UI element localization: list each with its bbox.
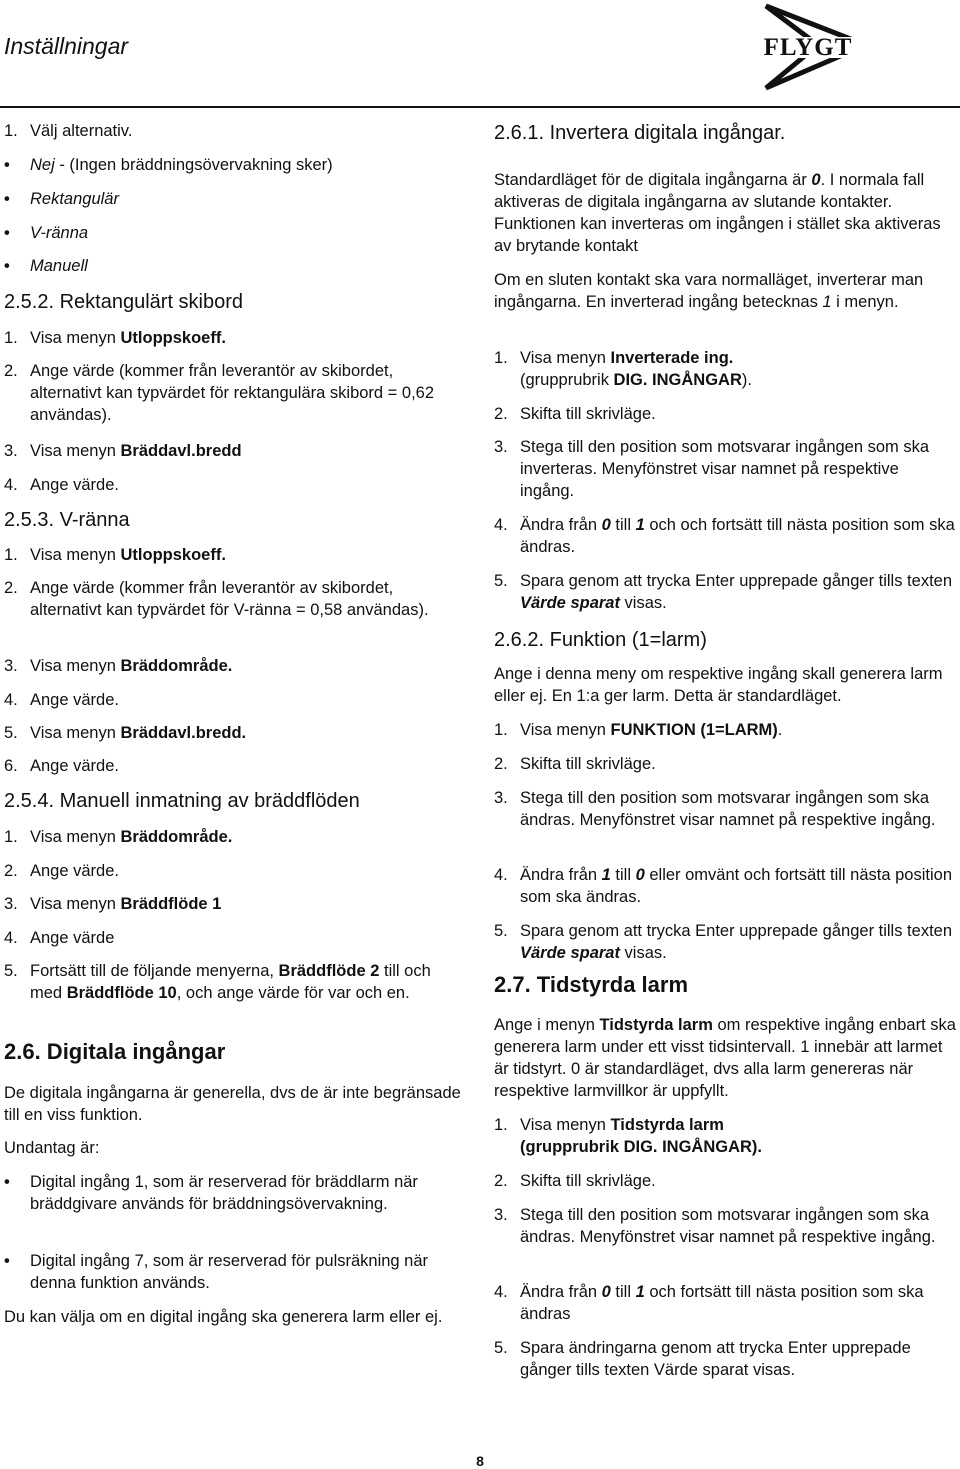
list-item: 2. Skifta till skrivläge. (494, 405, 656, 423)
list-item: 1. Visa menyn Utloppskoeff. (4, 546, 226, 564)
page-number: 8 (476, 1453, 484, 1469)
list-item: 2. Ange värde (kommer från leverantör av skibordet, alternativt kan typvärdet för V-ränna = 0,58 användas). (4, 579, 429, 619)
paragraph: De digitala ingångarna är generella, dvs de är inte begränsade till en viss funktion. (4, 1084, 461, 1124)
list-item: 4. Ändra från 0 till 1 och och fortsätt till nästa position som ska ändras. (494, 516, 955, 556)
bullet-item: • V-ränna (4, 224, 89, 242)
paragraph: Ange i menyn Tidstyrda larm om respektive ingång enbart ska generera larm under ett visst tidsintervall. 1 innebär att larmet är tidstyrt. 0 är standardläget, dvs alla larm genereras när respektive larmvillkor är uppfyllt. (494, 1016, 956, 1100)
list-item: 2. Ange värde. (4, 862, 119, 880)
list-item: 3. Visa menyn Bräddflöde 1 (4, 895, 222, 913)
header-rule (0, 106, 960, 108)
section-heading: 2.5.4. Manuell inmatning av bräddflöden (4, 790, 360, 812)
list-item: 3. Stega till den position som motsvarar ingången som ska ändras. Menyfönstret visar namnet på respektive ingång. (494, 1206, 936, 1246)
list-item: 3. Visa menyn Bräddområde. (4, 657, 233, 675)
list-item: 4. Ange värde. (4, 476, 119, 494)
list-item: 3. Stega till den position som motsvarar ingången som ska ändras. Menyfönstret visar namnet på respektive ingång. (494, 789, 936, 829)
section-heading: 2.6.2. Funktion (1=larm) (494, 629, 707, 651)
section-heading: 2.6.1. Invertera digitala ingångar. (494, 122, 786, 144)
list-item: 6. Ange värde. (4, 757, 119, 775)
right-column (494, 120, 956, 1381)
paragraph: Du kan välja om en digital ingång ska generera larm eller ej. (4, 1308, 443, 1326)
left-column (4, 120, 464, 1328)
list-item: 5. Spara genom att trycka Enter upprepade gånger tills texten Värde sparat visas. (494, 572, 953, 612)
bullet-item: • Digital ingång 7, som är reserverad för pulsräkning när denna funktion används. (4, 1252, 429, 1292)
bullet-item: • Nej - (Ingen bräddningsövervakning sker) (4, 156, 333, 174)
list-item: 1. Visa menyn FUNKTION (1=LARM). (494, 721, 783, 739)
list-item: 4. Ange värde. (4, 691, 119, 709)
bullet-item: • Manuell (4, 257, 88, 275)
list-item: 3. Visa menyn Bräddavl.bredd (4, 442, 242, 460)
section-heading: 2.5.2. Rektangulärt skibord (4, 291, 244, 313)
paragraph: Undantag är: (4, 1139, 100, 1157)
logo-text: FLYGT (763, 34, 853, 61)
list-item: 5. Spara genom att trycka Enter upprepade gånger tills texten Värde sparat visas. (494, 922, 953, 962)
list-item: 2. Skifta till skrivläge. (494, 1172, 656, 1190)
list-item: 4. Ändra från 0 till 1 och fortsätt till nästa position som ska ändras (494, 1283, 924, 1323)
list-item: 3. Stega till den position som motsvarar ingången som ska inverteras. Menyfönstret visar namnet på respektive ingång. (494, 438, 930, 500)
bullet-item: • Digital ingång 1, som är reserverad för bräddlarm när bräddgivare används för bräddningsövervakning. (4, 1173, 418, 1213)
list-item: 1. Välj alternativ. (4, 122, 133, 140)
list-item: 4. Ange värde (4, 929, 115, 947)
section-heading: 2.7. Tidstyrda larm (494, 972, 689, 997)
list-item: 1. Visa menyn Inverterade ing. (grupprubrik DIG. INGÅNGAR). (494, 349, 752, 389)
section-heading: 2.6. Digitala ingångar (4, 1039, 226, 1064)
section-heading: 2.5.3. V-ränna (4, 509, 130, 531)
list-item: 2. Ange värde (kommer från leverantör av skibordet, alternativt kan typvärdet för rektangulära skibord = 0,62 användas). (4, 362, 435, 424)
paragraph: Ange i denna meny om respektive ingång skall generera larm eller ej. En 1:a ger larm. Detta är standardläget. (494, 665, 943, 705)
paragraph: Om en sluten kontakt ska vara normalläget, inverterar man ingångarna. En inverterad ingång betecknas 1 i menyn. (494, 271, 924, 311)
list-item: 5. Spara ändringarna genom att trycka Enter upprepade gånger tills texten Värde sparat visas. (494, 1339, 911, 1379)
list-item: 2. Skifta till skrivläge. (494, 755, 656, 773)
list-item: 1. Visa menyn Bräddområde. (4, 828, 233, 846)
list-item: 1. Visa menyn Utloppskoeff. (4, 329, 226, 347)
bullet-item: • Rektangulär (4, 190, 119, 208)
flygt-logo (728, 0, 888, 100)
list-item: 4. Ändra från 1 till 0 eller omvänt och fortsätt till nästa position som ska ändras. (494, 866, 952, 906)
paragraph: Standardläget för de digitala ingångarna är 0. I normala fall aktiveras de digitala ingångarna av slutande kontakter. Funktionen kan inverteras om ingången i stället ska aktiveras av brytande kontakt (494, 171, 941, 255)
list-item: 5. Fortsätt till de följande menyerna, Bräddflöde 2 till och med Bräddflöde 10, och ange värde för var och en. (4, 962, 431, 1002)
list-item: 5. Visa menyn Bräddavl.bredd. (4, 724, 247, 742)
list-item: 1. Visa menyn Tidstyrda larm (grupprubrik DIG. INGÅNGAR). (494, 1116, 762, 1156)
page-header (0, 0, 960, 108)
page-title: Inställningar (4, 33, 129, 59)
